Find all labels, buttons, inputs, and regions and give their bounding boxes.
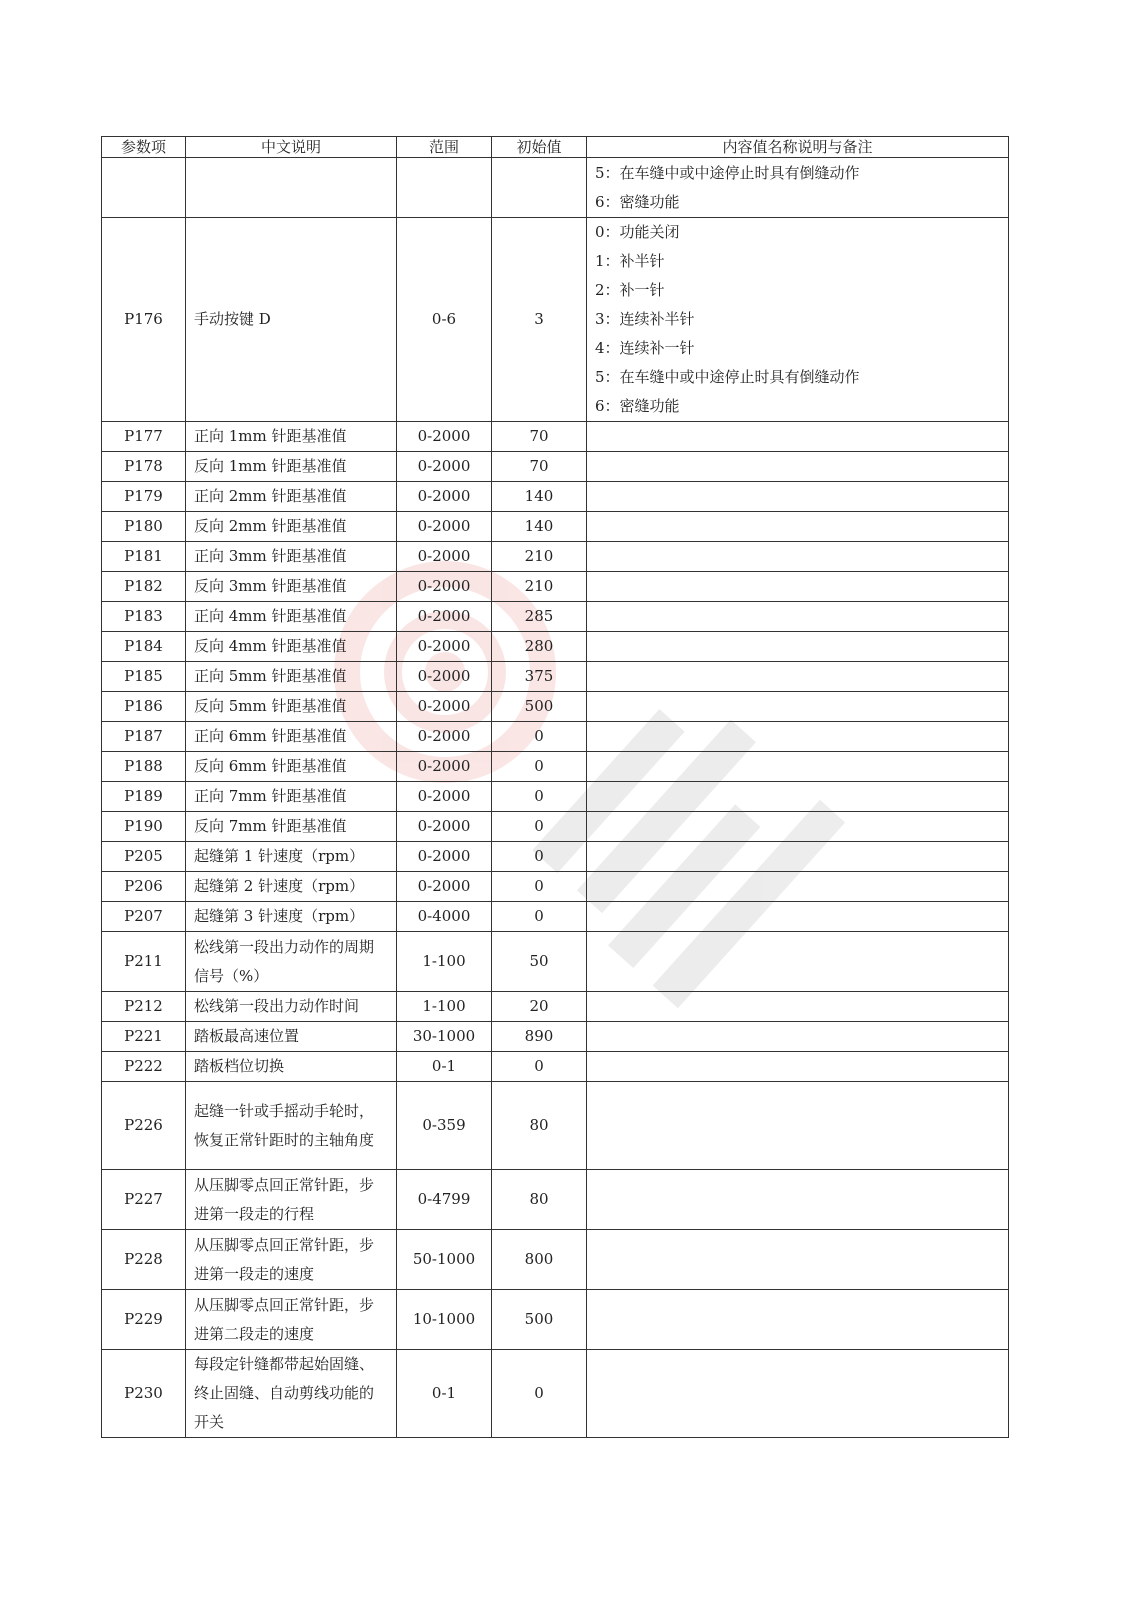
cell-range: 0-4799 (397, 1170, 492, 1230)
cell-param: P179 (102, 482, 186, 512)
cell-param: P207 (102, 902, 186, 932)
cell-desc: 正向 1mm 针距基准值 (186, 422, 397, 452)
cell-range: 0-1 (397, 1052, 492, 1082)
cell-desc: 正向 4mm 针距基准值 (186, 602, 397, 632)
table-row (102, 512, 1009, 542)
header-param: 参数项 (102, 137, 186, 158)
header-notes: 内容值名称说明与备注 (587, 137, 1009, 158)
cell-notes (587, 452, 1009, 482)
cell-param: P178 (102, 452, 186, 482)
cell-range: 1-100 (397, 932, 492, 992)
cell-init: 800 (492, 1230, 587, 1290)
cell-desc: 从压脚零点回正常针距，步进第二段走的速度 (186, 1290, 397, 1350)
cell-param: P176 (102, 218, 186, 422)
table-row (102, 932, 1009, 992)
cell-param: P226 (102, 1082, 186, 1170)
note-line: 6：密缝功能 (595, 192, 680, 211)
table-row (102, 812, 1009, 842)
note-line: 1：补半针 (595, 252, 665, 270)
cell-param: P177 (102, 422, 186, 452)
cell-init: 140 (492, 512, 587, 542)
cell-desc: 反向 3mm 针距基准值 (186, 572, 397, 602)
table-row (102, 482, 1009, 512)
cell-param: P221 (102, 1022, 186, 1052)
table-row (102, 218, 1009, 422)
cell-notes (587, 1170, 1009, 1230)
cell-desc: 踏板最高速位置 (186, 1022, 397, 1052)
cell-range: 0-2000 (397, 662, 492, 692)
cell-desc: 反向 4mm 针距基准值 (186, 632, 397, 662)
cell-init: 210 (492, 542, 587, 572)
cell-param: P186 (102, 692, 186, 722)
cell-range (397, 158, 492, 218)
cell-range: 0-2000 (397, 812, 492, 842)
cell-notes (587, 932, 1009, 992)
cell-param: P206 (102, 872, 186, 902)
cell-range: 0-2000 (397, 872, 492, 902)
table-row (102, 572, 1009, 602)
cell-range: 0-2000 (397, 692, 492, 722)
cell-init: 140 (492, 482, 587, 512)
cell-notes (587, 572, 1009, 602)
cell-init: 0 (492, 812, 587, 842)
cell-notes (587, 1230, 1009, 1290)
table-row (102, 632, 1009, 662)
table-header-row (102, 137, 1009, 158)
cell-init: 0 (492, 782, 587, 812)
cell-range: 0-2000 (397, 632, 492, 662)
cell-notes (587, 482, 1009, 512)
cell-notes (587, 632, 1009, 662)
cell-param: P228 (102, 1230, 186, 1290)
cell-range: 0-2000 (397, 842, 492, 872)
table-row (102, 752, 1009, 782)
cell-param: P189 (102, 782, 186, 812)
cell-desc: 起缝第 1 针速度（rpm） (186, 842, 397, 872)
cell-notes (587, 722, 1009, 752)
cell-param: P222 (102, 1052, 186, 1082)
cell-desc: 正向 7mm 针距基准值 (186, 782, 397, 812)
cell-range: 0-359 (397, 1082, 492, 1170)
cell-desc: 松线第一段出力动作时间 (186, 992, 397, 1022)
cell-range: 0-2000 (397, 542, 492, 572)
cell-range: 0-2000 (397, 452, 492, 482)
cell-range: 50-1000 (397, 1230, 492, 1290)
cell-range: 0-2000 (397, 752, 492, 782)
cell-init: 70 (492, 452, 587, 482)
cell-param: P185 (102, 662, 186, 692)
cell-init: 0 (492, 902, 587, 932)
cell-init: 0 (492, 1052, 587, 1082)
table-row (102, 452, 1009, 482)
table-row (102, 1170, 1009, 1230)
table-row (102, 158, 1009, 218)
cell-range: 0-2000 (397, 422, 492, 452)
table-row (102, 722, 1009, 752)
note-line: 0：功能关闭 (595, 223, 680, 241)
cell-init: 280 (492, 632, 587, 662)
cell-desc: 反向 1mm 针距基准值 (186, 452, 397, 482)
cell-notes (587, 782, 1009, 812)
cell-notes (587, 1022, 1009, 1052)
cell-param (102, 158, 186, 218)
cell-init: 3 (492, 218, 587, 422)
cell-desc: 从压脚零点回正常针距，步进第一段走的速度 (186, 1230, 397, 1290)
cell-init: 500 (492, 1290, 587, 1350)
cell-init: 285 (492, 602, 587, 632)
cell-range: 0-2000 (397, 602, 492, 632)
cell-init: 0 (492, 842, 587, 872)
cell-range: 10-1000 (397, 1290, 492, 1350)
table-row (102, 542, 1009, 572)
note-line: 5：在车缝中或中途停止时具有倒缝动作 (595, 163, 860, 182)
cell-desc: 反向 2mm 针距基准值 (186, 512, 397, 542)
cell-desc: 每段定针缝都带起始固缝、终止固缝、自动剪线功能的开关 (186, 1350, 397, 1438)
cell-notes (587, 662, 1009, 692)
cell-init: 500 (492, 692, 587, 722)
cell-init: 210 (492, 572, 587, 602)
note-line: 5：在车缝中或中途停止时具有倒缝动作 (595, 368, 860, 386)
table-row (102, 992, 1009, 1022)
cell-param: P184 (102, 632, 186, 662)
header-init: 初始值 (492, 137, 587, 158)
cell-notes (587, 752, 1009, 782)
cell-param: P181 (102, 542, 186, 572)
note-line: 4：连续补一针 (595, 339, 695, 357)
cell-init: 0 (492, 722, 587, 752)
cell-param: P230 (102, 1350, 186, 1438)
cell-notes (587, 542, 1009, 572)
table-row (102, 602, 1009, 632)
cell-notes (587, 1350, 1009, 1438)
table-row (102, 1230, 1009, 1290)
header-desc: 中文说明 (186, 137, 397, 158)
note-line: 3：连续补半针 (595, 310, 695, 328)
cell-range: 0-4000 (397, 902, 492, 932)
cell-param: P183 (102, 602, 186, 632)
cell-notes (587, 872, 1009, 902)
cell-param: P188 (102, 752, 186, 782)
cell-notes (587, 842, 1009, 872)
cell-init: 70 (492, 422, 587, 452)
note-line: 6：密缝功能 (595, 397, 680, 415)
cell-desc: 松线第一段出力动作的周期信号（%） (186, 932, 397, 992)
cell-notes (587, 218, 1009, 422)
cell-param: P182 (102, 572, 186, 602)
cell-desc: 手动按键 D (186, 218, 397, 422)
header-range: 范围 (397, 137, 492, 158)
cell-notes (587, 158, 1009, 218)
cell-desc: 起缝第 2 针速度（rpm） (186, 872, 397, 902)
cell-init (492, 158, 587, 218)
cell-desc: 从压脚零点回正常针距，步进第一段走的行程 (186, 1170, 397, 1230)
cell-param: P187 (102, 722, 186, 752)
cell-desc: 反向 7mm 针距基准值 (186, 812, 397, 842)
cell-range: 0-2000 (397, 722, 492, 752)
cell-init: 0 (492, 872, 587, 902)
table-row (102, 1052, 1009, 1082)
cell-range: 0-2000 (397, 782, 492, 812)
cell-range: 0-6 (397, 218, 492, 422)
table-row (102, 662, 1009, 692)
cell-param: P190 (102, 812, 186, 842)
cell-notes (587, 1290, 1009, 1350)
parameter-table (101, 136, 1009, 1438)
cell-range: 0-1 (397, 1350, 492, 1438)
cell-range: 0-2000 (397, 512, 492, 542)
cell-param: P229 (102, 1290, 186, 1350)
cell-param: P205 (102, 842, 186, 872)
cell-notes (587, 512, 1009, 542)
cell-init: 375 (492, 662, 587, 692)
cell-range: 0-2000 (397, 482, 492, 512)
cell-notes (587, 992, 1009, 1022)
cell-param: P212 (102, 992, 186, 1022)
table-row (102, 1290, 1009, 1350)
table-row (102, 1350, 1009, 1438)
cell-init: 80 (492, 1082, 587, 1170)
table-row (102, 842, 1009, 872)
table-row (102, 902, 1009, 932)
cell-init: 80 (492, 1170, 587, 1230)
cell-init: 20 (492, 992, 587, 1022)
cell-param: P211 (102, 932, 186, 992)
cell-desc (186, 158, 397, 218)
cell-param: P227 (102, 1170, 186, 1230)
cell-init: 890 (492, 1022, 587, 1052)
cell-desc: 反向 5mm 针距基准值 (186, 692, 397, 722)
cell-notes (587, 812, 1009, 842)
cell-desc: 起缝一针或手摇动手轮时，恢复正常针距时的主轴角度 (186, 1082, 397, 1170)
table-row (102, 692, 1009, 722)
table-row (102, 782, 1009, 812)
cell-param: P180 (102, 512, 186, 542)
cell-desc: 正向 6mm 针距基准值 (186, 722, 397, 752)
cell-desc: 踏板档位切换 (186, 1052, 397, 1082)
table-row (102, 872, 1009, 902)
cell-desc: 正向 3mm 针距基准值 (186, 542, 397, 572)
cell-desc: 反向 6mm 针距基准值 (186, 752, 397, 782)
table-row (102, 422, 1009, 452)
table-row (102, 1082, 1009, 1170)
table-row (102, 1022, 1009, 1052)
cell-notes (587, 422, 1009, 452)
cell-notes (587, 902, 1009, 932)
cell-range: 1-100 (397, 992, 492, 1022)
cell-notes (587, 1052, 1009, 1082)
cell-notes (587, 602, 1009, 632)
cell-init: 0 (492, 1350, 587, 1438)
cell-init: 50 (492, 932, 587, 992)
cell-init: 0 (492, 752, 587, 782)
cell-notes (587, 1082, 1009, 1170)
cell-desc: 正向 2mm 针距基准值 (186, 482, 397, 512)
cell-notes (587, 692, 1009, 722)
cell-desc: 起缝第 3 针速度（rpm） (186, 902, 397, 932)
cell-range: 30-1000 (397, 1022, 492, 1052)
cell-range: 0-2000 (397, 572, 492, 602)
note-line: 2：补一针 (595, 281, 665, 299)
cell-desc: 正向 5mm 针距基准值 (186, 662, 397, 692)
